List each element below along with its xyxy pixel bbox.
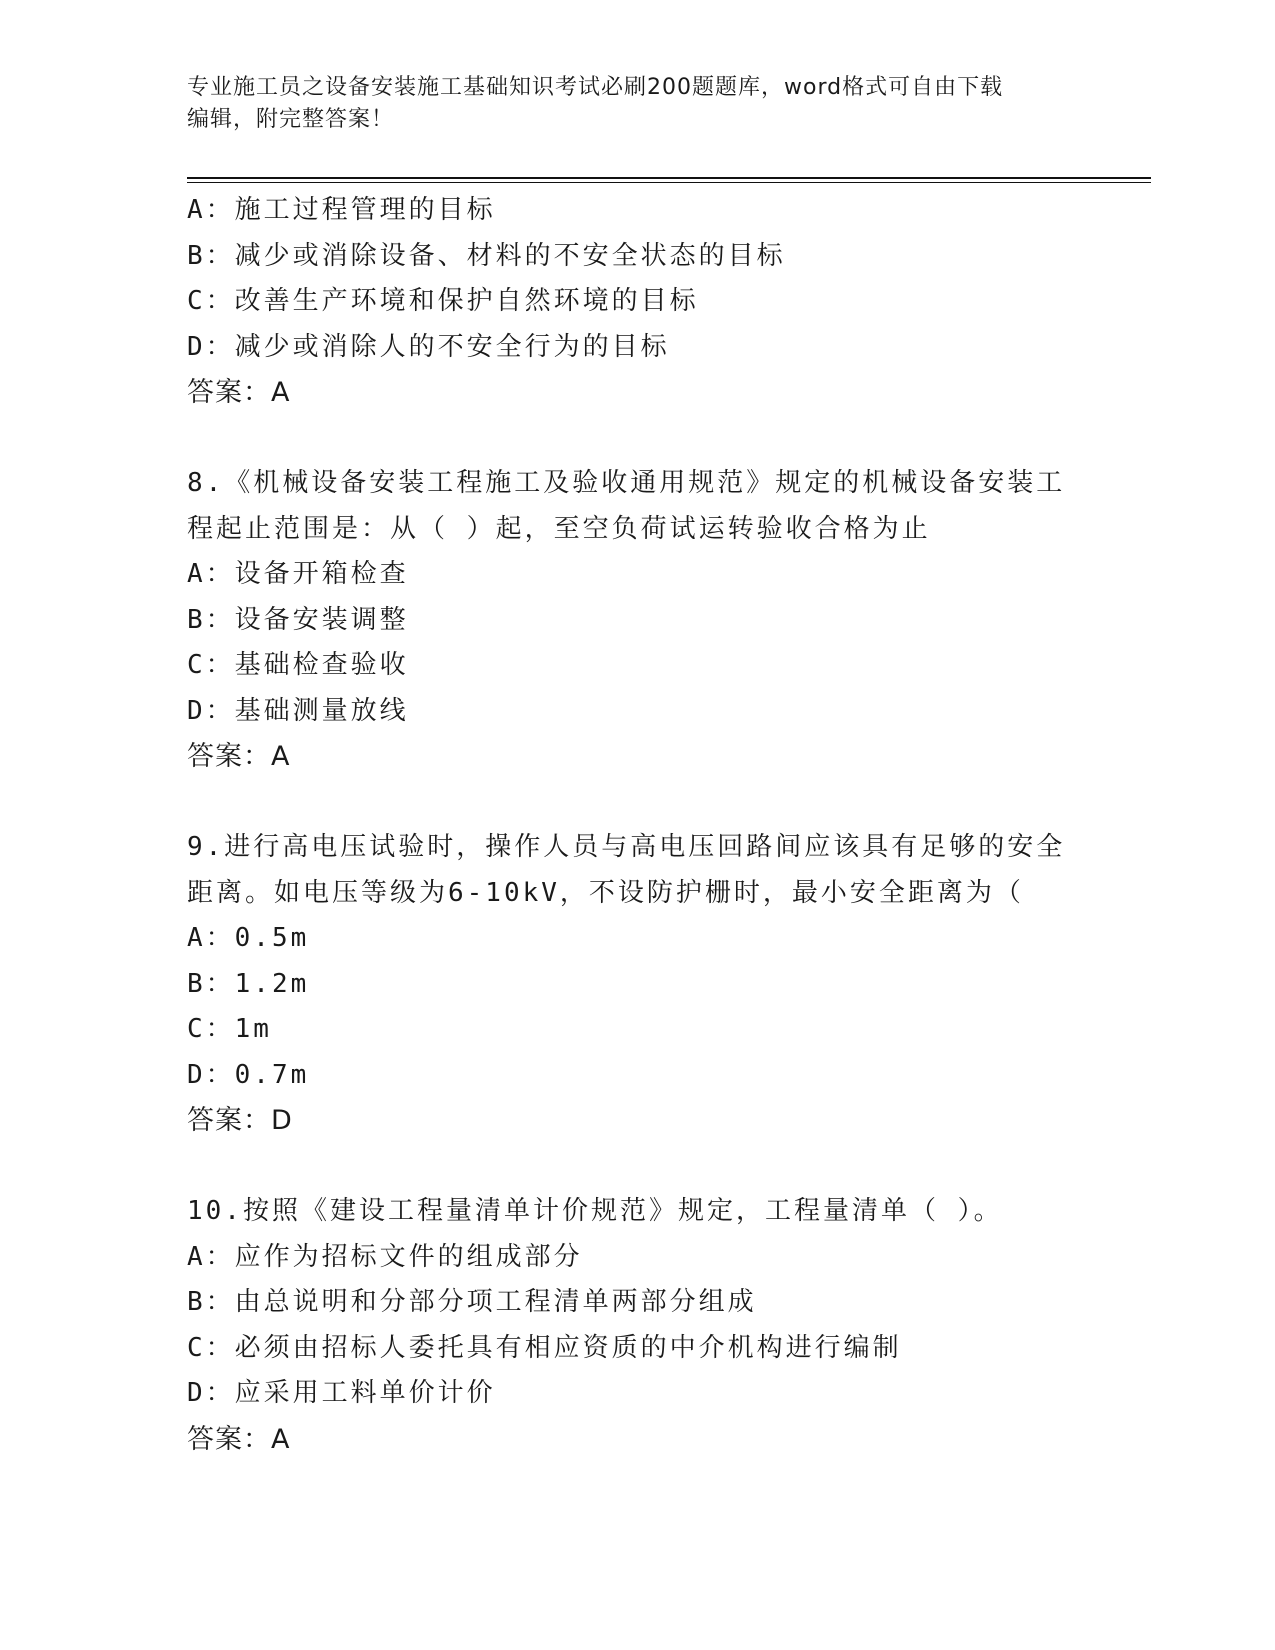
header-title-line2: 编辑，附完整答案！ [187, 107, 395, 132]
question-8 [187, 461, 1087, 780]
answer-label: 答案：A [187, 741, 291, 772]
question-list [187, 188, 1087, 1462]
question-stem-line2: 距离。如电压等级为6-10kV，不设防护栅时，最小安全距离为（ [187, 877, 1024, 908]
question-stem-line2: 程起止范围是：从（ ）起，至空负荷试运转验收合格为止 [187, 513, 931, 544]
option-b: B：减少或消除设备、材料的不安全状态的目标 [187, 240, 786, 271]
option-b: B：设备安装调整 [187, 604, 409, 635]
option-c: C：改善生产环境和保护自然环境的目标 [187, 286, 699, 316]
option-d: D：应采用工料单价计价 [187, 1378, 496, 1408]
question-stem-line1: 10.按照《建设工程量清单计价规范》规定，工程量清单（ ）。 [187, 1196, 1003, 1226]
answer-label: 答案：D [187, 1105, 293, 1136]
question-9 [187, 825, 1087, 1144]
question-stem-line1: 8.《机械设备安装工程施工及验收通用规范》规定的机械设备安装工 [187, 468, 1066, 498]
question-stem-line1: 9.进行高电压试验时，操作人员与高电压回路间应该具有足够的安全 [187, 832, 1066, 862]
option-a: A：0.5m [187, 923, 310, 953]
question-7 [187, 188, 1087, 416]
option-a: A：应作为招标文件的组成部分 [187, 1241, 583, 1272]
header-divider-thin [187, 182, 1151, 183]
option-d: D：基础测量放线 [187, 695, 409, 726]
header-title-line1: 专业施工员之设备安装施工基础知识考试必刷200题题库，word格式可自由下载 [187, 75, 1004, 100]
answer-label: 答案：A [187, 377, 291, 408]
document-header [187, 72, 1087, 136]
option-a: A：施工过程管理的目标 [187, 195, 496, 225]
option-c: C：基础检查验收 [187, 650, 409, 680]
option-c: C：1m [187, 1014, 272, 1044]
option-b: B：1.2m [187, 968, 310, 999]
question-10 [187, 1189, 1087, 1462]
option-c: C：必须由招标人委托具有相应资质的中介机构进行编制 [187, 1332, 902, 1363]
option-a: A：设备开箱检查 [187, 559, 409, 589]
spacer [187, 1144, 1087, 1190]
spacer [187, 416, 1087, 462]
option-b: B：由总说明和分部分项工程清单两部分组成 [187, 1287, 757, 1317]
spacer [187, 780, 1087, 826]
header-divider-thick [187, 177, 1151, 179]
option-d: D：减少或消除人的不安全行为的目标 [187, 331, 670, 362]
answer-label: 答案：A [187, 1423, 291, 1455]
option-d: D：0.7m [187, 1059, 310, 1090]
